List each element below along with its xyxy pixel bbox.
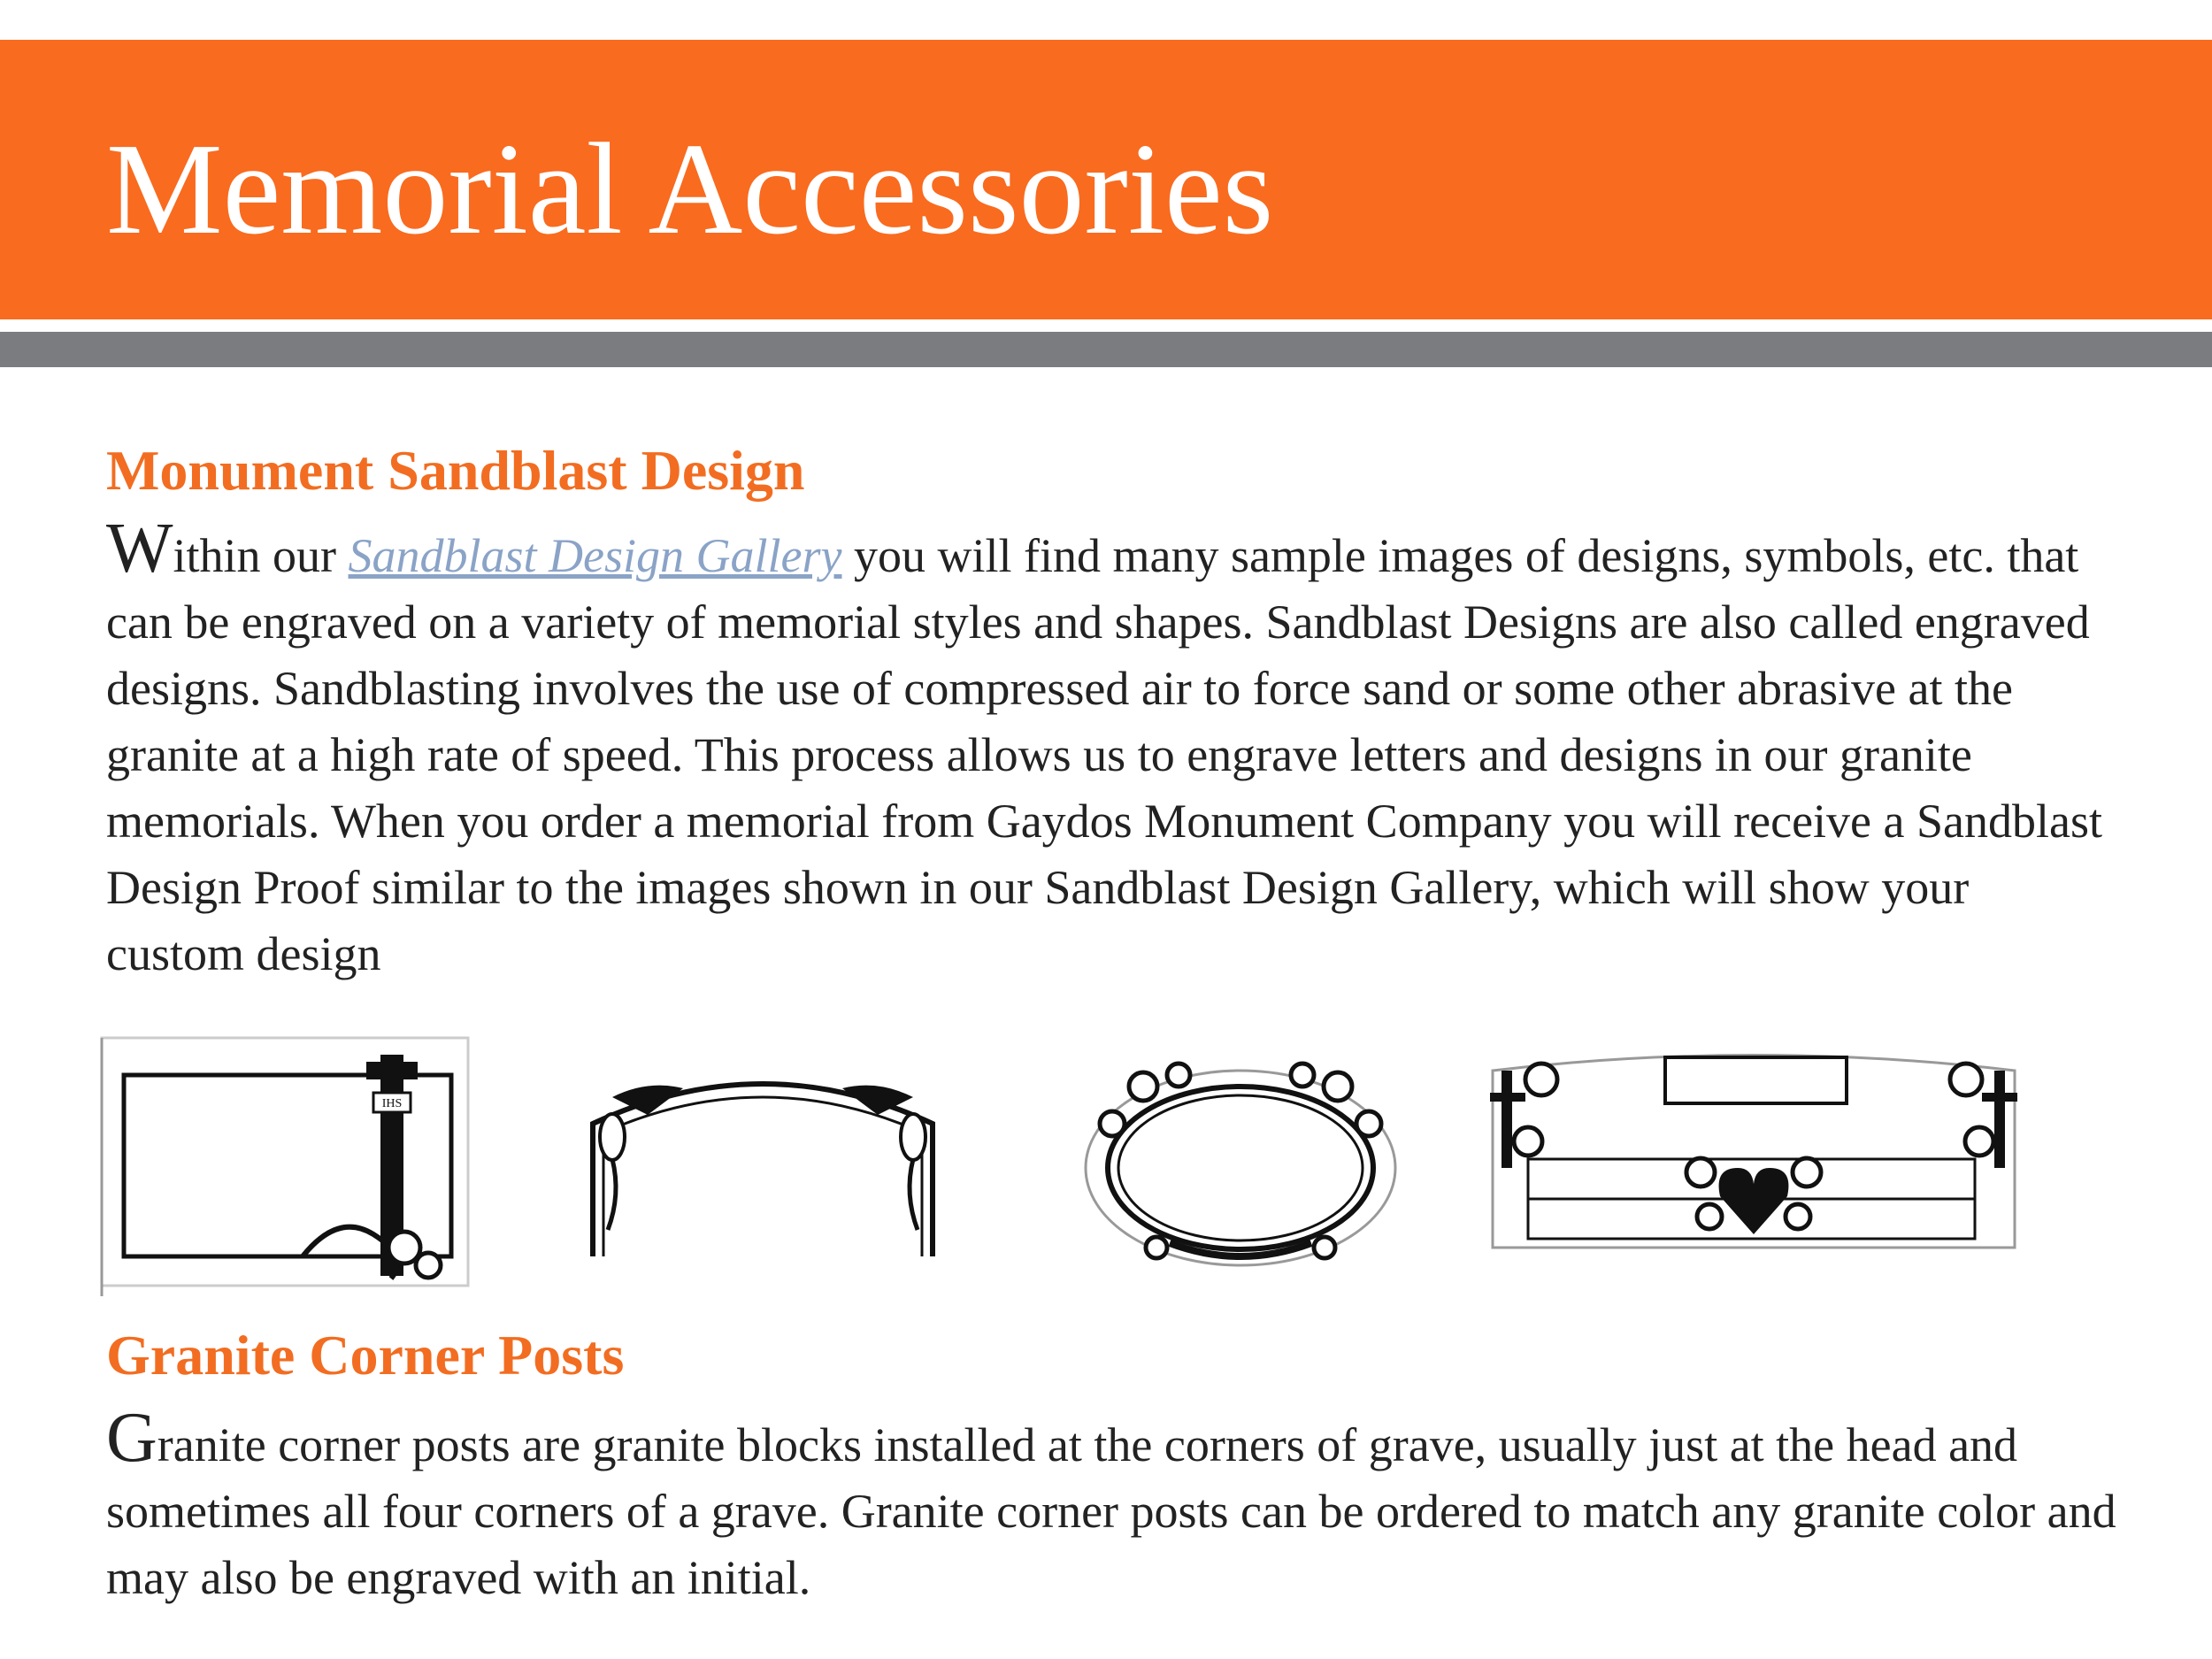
sandblast-gallery-link[interactable]: Sandblast Design Gallery	[348, 529, 842, 582]
drop-cap: W	[106, 510, 173, 588]
design-image-2	[577, 1053, 949, 1265]
paragraph-text: ithin our	[173, 529, 349, 582]
corner-posts-heading: Granite Corner Posts	[106, 1324, 625, 1386]
design-image-3	[1072, 1044, 1409, 1274]
design-image-1	[99, 1035, 471, 1301]
sandblast-paragraph	[106, 510, 2106, 987]
paragraph-text: ranite corner posts are granite blocks installed at the corners of grave, usually just at the head and sometimes all four corners of a grave. Granite corner posts can be ordered to match any granite color and may also be engraved with an initial.	[106, 1418, 2116, 1604]
design-image-4	[1488, 1044, 2019, 1256]
corner-posts-paragraph	[106, 1399, 2177, 1611]
page-title: Memorial Accessories	[106, 117, 1274, 262]
sandblast-heading: Monument Sandblast Design	[106, 439, 805, 502]
accent-divider	[0, 332, 2212, 367]
paragraph-text: you will find many sample images of designs, symbols, etc. that can be engraved on a variety of memorial styles and shapes. Sandblast Designs are also called engraved designs. Sandblasting involves the use of compressed air to force sand or some other abrasive at the granite at a high rate of speed. This process allows us to engrave letters and designs in our granite memorials. When you order a memorial from Gaydos Monument Company you will receive a Sandblast Design Proof similar to the images shown in our Sandblast Design Gallery, which will show your custom design	[106, 529, 2102, 980]
ihs-label: IHS	[381, 1097, 403, 1110]
drop-cap: G	[106, 1399, 157, 1477]
